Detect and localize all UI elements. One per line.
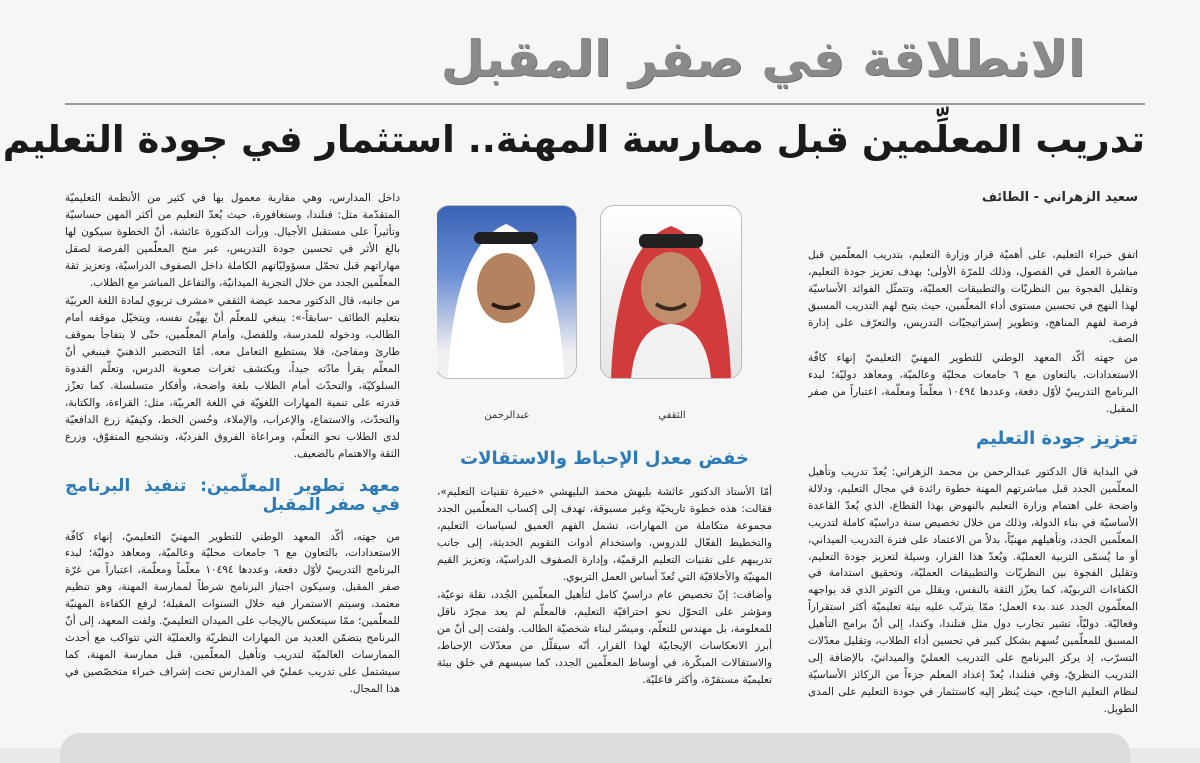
title-rule bbox=[65, 103, 1145, 105]
paragraph: داخل المدارس، وهي مقاربة معمول بها في كثير من الأنظمة التعليميّة المتقدّمة مثل: فنلندا، وسنغافورة، حيث يُعدّ التعليم من أكثر المهن حساسيّة وتأثيراً على مستقبل الأجيال. ورأت الدكتورة عائشة، أنّ الخطوة سيكون لها بالغ الأثر في تحسين جودة التدريس، عبر منح المعلّمين الفرصة لصقل مهاراتهم قبل تحمّل مسؤوليّاتهم الكاملة داخل الصفوف الدراسيّة، وتعزيز ثقة المعلّمين الجدد من خلال التجربة الميدانيّة، والتفاعل المباشر مع الطلاب. bbox=[65, 192, 400, 289]
section-heading: معهد تطوير المعلّمين: تنفيذ البرنامج في صفر المقبل bbox=[65, 475, 400, 515]
photo-caption-1: الثقفي bbox=[658, 410, 686, 421]
section-heading: خفض معدل الإحباط والاستقالات bbox=[460, 448, 749, 469]
header bbox=[55, 20, 1145, 110]
headline: الانطلاقة في صفر المقبل bbox=[440, 30, 1085, 88]
paragraph: من جهته أكّد المعهد الوطني للتطوير المهنيّ التعليميّ إنهاء كافّة الاستعدادات، بالتعاون مع ٦ جامعات محليّة وعالميّة، ومعاهد دوليّة؛ لبدء البرنامج التدريبيّ لأوّل دفعة، وعددها ١٠٤٩٤ معلّماً ومعلّمة، اعتباراً من صفر المقبل. bbox=[808, 352, 1138, 416]
paragraph: اتفق خبراء التعليم، على أهميّة قرار وزارة التعليم، بتدريب المعلّمين قبل مباشرة العمل في الفصول، وذلك للمرّة الأولى؛ بهدف تعزيز جودة التعليم، وتقليل الفجوة بين النظريّات والتطبيقات العمليّة، وتتمثّل الفوائد الأساسيّة لهذا النهج في تحسين مستوى أداء المعلّمين، حيث يتيح لهم التدريب المسبق فرصة لفهم المناهج، وتطوير إستراتيجيّات التدريس، والتعرّف على إدارة الصف. bbox=[808, 248, 1138, 346]
paragraph: وأضافت: إنّ تخصيص عام دراسيّ كامل لتأهيل المعلّمين الجُدد، نقلة نوعيّة، ومؤشر على التحوّل نحو احترافيّة التعليم، فالمعلّم لم يعد مجرّد ناقل للمعلومة، بل مهندس للتعلّم، وميسّر لبناء شخصيّة الطالب. ولفتت إلى أنّ من أبرز الانعكاسات الإيجابيّة لهذا القرار، أنّه سيقلّل من معدّلات الإحباط، والاستقالات المبكّرة، في أوساط المعلّمين الجدد، كما سيسهم في خلق بيئة تعليميّة مستقرّة، وأكثر فاعليّة. bbox=[437, 589, 772, 686]
article-column-left bbox=[65, 190, 400, 730]
portrait-photo-1 bbox=[600, 205, 742, 379]
photo-group bbox=[437, 190, 772, 440]
subheadline: تدريب المعلِّمين قبل ممارسة المهنة.. استثمار في جودة التعليم bbox=[2, 118, 1145, 161]
paragraph: في البداية قال الدكتور عبدالرحمن بن محمد الزهراني: يُعدّ تدريب وتأهيل المعلّمين الجدد قبل مباشرتهم المهنة خطوة رائدة في مجال التعليم، ودلالة واضحة على اهتمام وزارة التعليم بالنهوض بهذا القطاع، الذي يُعدّ القاعدة الأساسيّة في بناء الدولة، وذلك من خلال تخصيص سنة دراسيّة كاملة لتدريب المعلّمين الجدد، وتأهيلهم مهنيّاً، بدلاً من الاعتماد على فترة التدريب الميداني، أو ما يُسمّى التربية العمليّة. ويُعدّ هذا القرار، وسيلة لتعزيز جودة التعليم، وتقليل الفجوة بين النظريّات والتطبيقات العمليّة، وتحقيق استدامة في الكفاءات التربويّة، كما يعزّز الثقة بالنفس، ويقلل من التوتر الذي قد يواجهه المعلّمون الجدد عند بدء العمل؛ ممّا يترتّب عليه بيئة تعليميّة أكثر استقراراً وفعاليّة. دوليّاً، تشير تجارب دول مثل فنلندا، وكندا، إلى أنّ برامج التأهيل المسبق للمعلّمين تُسهم بشكل كبير في تحسين أداء الطلاب، وتقليل معدّلات التسرّب، إذ يركز البرنامج على التدريب العمليّ والميدانيّ، بالإضافة إلى التدريب النظريّ، وفي فنلندا، يُعدّ إعداد المعلم جزءاً من الركائز الأساسيّة لنظام التعليم الناجح، حيث يُنظر إليه كاستثمار في جودة التعليم على المدى الطويل. bbox=[808, 465, 1138, 715]
paragraph: من جانبه، قال الدكتور محمد عيضة الثقفي «مشرف تربوي لمادة اللغة العربيّة بتعليم الطائف -سابقاً-»: ينبغي للمعلّم أنْ يهيِّئ نفسه، ويتخيّل موقفه أمام الطالب، ودخوله للمدرسة، وللفصل، وأمام المعلّمين، حتّى لا يتفاجأ بموقف طارئ ومفاجئ، فلا يستطيع التعامل معه. أمّا التحضير الذهنيّ فينبغي أنّ المعلّم يقرأ مادّته جيداً، ويكتشف ثغرات صعوبة الدرس، وتعلّم القدوة السلوكيّة، والتحدّث أمام الطلاب بلغة واضحة، وأفكار متسلسلة. كما تعزّز قدرته على تنمية المهارات اللغويّة في اللغة العربيّة، مثل: القراءة، والكتابة، والتحدّث، والاستماع، والإعراب، والإملاء، وحُسن الخط، وكيفيّة زرع الدافعيّة لدى الطلاب نحو التعلّم، ومراعاة الفروق الفرديّة، وتشجيع المتفوّق، وزرع الثقة والاهتمام بالضعيف. bbox=[65, 295, 400, 460]
photo-caption-2: عبدالرحمن bbox=[484, 410, 530, 421]
article-column-right bbox=[808, 190, 1138, 730]
article-column-middle bbox=[437, 190, 772, 730]
paragraph: أمّا الأستاذ الدكتور عائشة بليهش محمد البليهشي «خبيرة تقنيات التعليم»، فقالت: هذه خطوة تاريخيّة وغير مسبوقة، تهدف إلى إكساب المعلّمين الجدد مجموعة متكاملة من المهارات، تشمل الفهم العميق لسياسات التعليم، والتخطيط الفعّال للدروس، واستخدام أدوات التقويم الحديثة، إلى جانب تدريبهم على تقنيات التعليم الرقميّة، وإدارة الصفوف الدراسيّة، وتعزيز القيم المهنيّة والأخلاقيّة التي تُعدّ أساس العمل التربوي. bbox=[437, 486, 772, 583]
byline: سعيد الزهراني - الطائف bbox=[981, 190, 1138, 205]
section-heading: تعزيز جودة التعليم bbox=[976, 427, 1138, 449]
bottom-band bbox=[60, 733, 1130, 763]
portrait-photo-2 bbox=[437, 205, 577, 379]
paragraph: من جهته، أكّد المعهد الوطني للتطوير المهنيّ التعليميّ، إنهاء كافّة الاستعدادات، بالتعاون مع ٦ جامعات محليّة وعالميّة، ومعاهد دوليّة؛ لبدء البرنامج التدريبيّ لأوّل دفعة، وعددها ١٠٤٩٤ معلّماً ومعلّمة، اعتباراً من غرّة صفر المقبل. وسيكون اجتياز البرنامج شرطاً لممارسة المهنة، وهو تنظيم معتمد، وسيتم الاستمرار فيه خلال السنوات المقبلة؛ لرفع الكفاءة المهنيّة للمعلّمين؛ ممّا سينعكس بالإيجاب على الميدان التعليميّ. ولفت المعهد، إلى أنّ البرنامج يتضمّن العديد من المهارات النظريّة والعمليّة التي تتواكب مع أحدث الممارسات العالميّة لتدريب وتأهيل المعلّمين، قبل ممارسة المهنة، كما سيشتمل على تدريب عمليّ في المدارس تحت إشراف خبراء متخصّصين في هذا المجال. bbox=[65, 530, 400, 695]
